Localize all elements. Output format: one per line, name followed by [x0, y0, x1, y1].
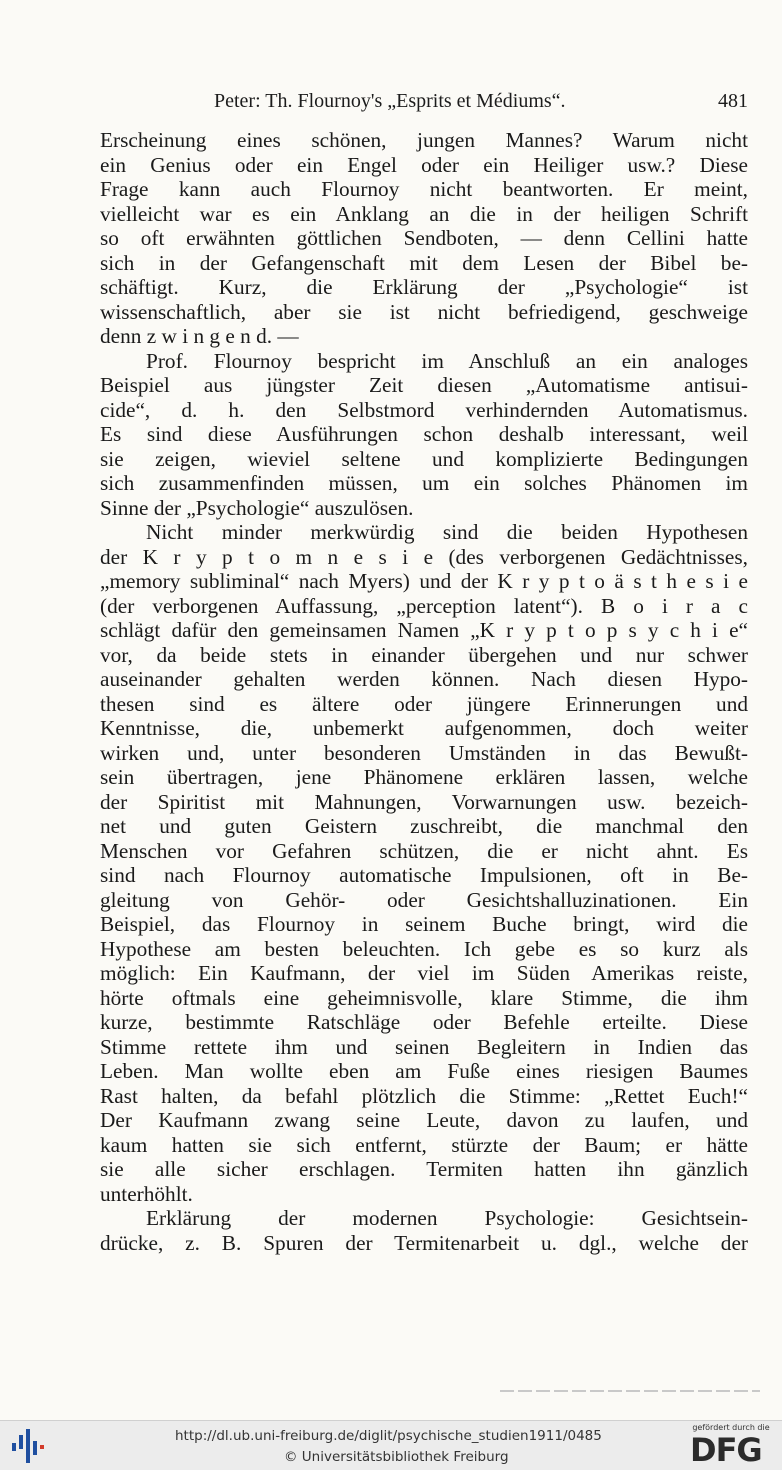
text-line: möglich: Ein Kaufmann, der viel im Süden Amerikas reiste,: [100, 961, 748, 985]
text-line: Prof. Flournoy bespricht im Anschluß an ein analoges: [146, 348, 748, 373]
dfg-caption: gefördert durch die: [692, 1423, 770, 1432]
text-line: Beispiel, das Flournoy in seinem Buche bringt, wird die: [100, 912, 748, 936]
text-line: sich in der Gefangenschaft mit dem Lesen der Bibel be-: [100, 250, 748, 275]
text-line: Beispiel aus jüngster Zeit diesen „Automatisme antisui-: [100, 373, 748, 397]
text-line: „memory subliminal“ nach Myers) und der K r y p t o ä s t h e s i e: [100, 569, 748, 593]
copyright-text: © Universitätsbibliothek Freiburg: [284, 1449, 509, 1465]
text-line: drücke, z. B. Spuren der Termitenarbeit u. dgl., welche der: [100, 1230, 748, 1255]
text-line: Sinne der „Psychologie“ auszulösen.: [100, 495, 414, 520]
text-line: Hypothese am besten beleuchten. Ich gebe es so kurz als: [100, 936, 748, 961]
running-head-title: Peter: Th. Flournoy's „Esprits et Médiums“.: [214, 90, 566, 112]
text-line: Erscheinung eines schönen, jungen Mannes? Warum nicht: [100, 128, 748, 152]
text-line: (der verborgenen Auffassung, „perception latent“). B o i r a c: [100, 593, 748, 618]
ub-freiburg-logo-icon: [10, 1427, 50, 1465]
text-line: wirken und, unter besonderen Umständen in das Bewußt-: [100, 740, 748, 765]
text-line: Nicht minder merkwürdig sind die beiden Hypothesen: [146, 520, 748, 544]
text-line: sind nach Flournoy automatische Impulsionen, oft in Be-: [100, 863, 748, 887]
text-line: vielleicht war es ein Anklang an die in der heiligen Schrift: [100, 201, 748, 226]
text-line: net und guten Geistern zuschreibt, die manchmal den: [100, 814, 748, 838]
page-number: 481: [718, 90, 748, 112]
text-line: vor, da beide stets in einander übergehen und nur schwer: [100, 642, 748, 667]
text-line: unterhöhlt.: [100, 1181, 193, 1206]
text-line: Der Kaufmann zwang seine Leute, davon zu laufen, und: [100, 1108, 748, 1132]
text-line: sein übertragen, jene Phänomene erklären lassen, welche: [100, 765, 748, 789]
text-line: so oft erwähnten göttlichen Sendboten, — denn Cellini hatte: [100, 226, 748, 250]
text-line: Leben. Man wollte eben am Fuße eines riesigen Baumes: [100, 1059, 748, 1083]
text-line: cide“, d. h. den Selbstmord verhindernden Automatismus.: [100, 397, 748, 422]
text-line: ein Genius oder ein Engel oder ein Heiliger usw.? Diese: [100, 152, 748, 177]
text-line: sie alle sicher erschlagen. Termiten hatten ihn gänzlich: [100, 1157, 748, 1181]
dfg-wordmark: DFG: [690, 1431, 762, 1469]
text-line: thesen sind es ältere oder jüngere Erinnerungen und: [100, 691, 748, 716]
text-line: denn z w i n g e n d. —: [100, 324, 299, 348]
text-line: schäftigt. Kurz, die Erklärung der „Psychologie“ ist: [100, 275, 748, 299]
footer-bar: [0, 1420, 782, 1470]
text-line: schlägt dafür den gemeinsamen Namen „K r y p t o p s y c h i e“: [100, 618, 748, 642]
text-line: wissenschaftlich, aber sie ist nicht befriedigend, geschweige: [100, 299, 748, 324]
text-line: hörte oftmals eine geheimnisvolle, klare Stimme, die ihm: [100, 985, 748, 1010]
text-line: gleitung von Gehör- oder Gesichtshalluzinationen. Ein: [100, 887, 748, 912]
running-head: [100, 90, 748, 114]
dfg-logo-icon: [688, 1423, 774, 1468]
footer-rule: [500, 1390, 760, 1392]
text-line: Stimme rettete ihm und seinen Begleitern in Indien das: [100, 1034, 748, 1059]
text-line: sich zusammenfinden müssen, um ein solches Phänomen im: [100, 471, 748, 495]
text-line: Frage kann auch Flournoy nicht beantworten. Er meint,: [100, 177, 748, 201]
text-line: Rast halten, da befahl plötzlich die Stimme: „Rettet Euch!“: [100, 1083, 748, 1108]
text-line: der K r y p t o m n e s i e (des verborgenen Gedächtnisses,: [100, 544, 748, 569]
text-line: kurze, bestimmte Ratschläge oder Befehle erteilte. Diese: [100, 1010, 748, 1034]
body-text: [100, 128, 748, 1255]
text-line: Kenntnisse, die, unbemerkt aufgenommen, doch weiter: [100, 716, 748, 740]
text-line: sie zeigen, wieviel seltene und komplizierte Bedingungen: [100, 446, 748, 471]
text-line: Erklärung der modernen Psychologie: Gesichtsein-: [146, 1206, 748, 1230]
text-line: kaum hatten sie sich entfernt, stürzte der Baum; er hätte: [100, 1132, 748, 1157]
text-line: auseinander gehalten werden können. Nach diesen Hypo-: [100, 667, 748, 691]
text-line: der Spiritist mit Mahnungen, Vorwarnungen usw. bezeich-: [100, 789, 748, 814]
text-line: Es sind diese Ausführungen schon deshalb interessant, weil: [100, 422, 748, 446]
source-url-link[interactable]: http://dl.ub.uni-freiburg.de/diglit/psychische_studien1911/0485: [175, 1428, 602, 1444]
text-line: Menschen vor Gefahren schützen, die er nicht ahnt. Es: [100, 838, 748, 863]
